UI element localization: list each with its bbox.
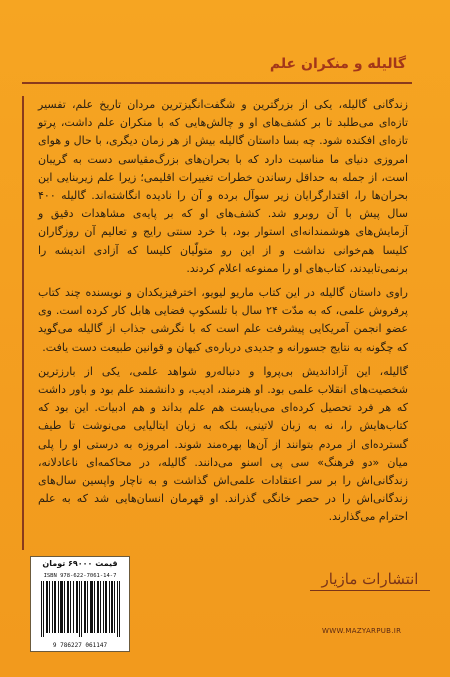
price-label: قیمت ۶۹۰۰۰ تومان [42, 559, 118, 568]
synopsis-paragraph-3: گالیله، این آزاداندیش بی‌پروا و دنباله‌رو شواهد علمی، یکی از بارزترین شخصیت‌های انقلاب علمی بود. او هنرمند، ادیب، و دانشمند علم بود و باور داشت که هر فرد تحصیل کرده‌ای می‌بایست هم علم بداند و هم ادبیات. این بود که کتاب‌هایش را، نه به زبان لاتینی، بلکه به زبان ایتالیایی می‌نوشت تا طیف گسترده‌ای از مردم بتوانند از آن‌ها بهره‌مند شوند. امروزه به درستی او را پلی میان «دو فرهنگ» سی پی اسنو می‌دانند. گالیله، در محاکمه‌ای ناعادلانه، زندگانی‌اش را بر سر اعتقادات علمی‌اش گذاشت و به ناچار واپسین سال‌های زندگانی‌اش را در حصر خانگی گذراند. او قهرمان انسان‌هایی شد که به علم احترام می‌گذارند. [38, 364, 408, 524]
synopsis-paragraph-2: راوی داستان گالیله در این کتاب ماریو لیویو، اخترفیزیکدان و نویسنده چند کتاب پرفروش علمی، که به مدّت ۲۴ سال با تلسکوپ فضایی هابل کار کرده است. وی عضو انجمن آمریکایی پیشرفت علم است که با نگرشی جذاب از گالیله می‌گوید که چگونه به نتایج جسورانه و جدیدی درباره‌ی کیهان و قوانین طبیعت دست یافت. [38, 286, 408, 354]
book-title: گالیله و منکران علم [269, 56, 406, 72]
publisher-name: انتشارات مازیار [321, 570, 419, 588]
barcode-digits: 9 786227 061147 [52, 642, 108, 649]
synopsis-box [22, 96, 414, 550]
barcode-panel [30, 556, 130, 652]
title-bar [22, 56, 412, 84]
publisher-url: WWW.MAZYARPUB.IR [322, 627, 402, 635]
publisher-logo [300, 570, 440, 610]
publisher-underline [310, 590, 430, 591]
barcode-image [39, 581, 123, 637]
synopsis-paragraph-1: زندگانی گالیله، یکی از بزرگترین و شگفت‌انگیزترین مردان تاریخ علم، تفسیر تازه‌ای می‌طلبد تا بر کشف‌های او و چالش‌هایی که با منکران علم داشت، پرتو تازه‌ای افکنده شود. چه بسا داستان گالیله بیش از هر زمان دیگری، با حال و هوای امروزی دنیای ما مناسبت دارد که با بحران‌های بزرگ‌مقیاسی دست به گریبان است، از جمله به حداقل رساندن خطرات تغییرات اقلیمی؛ زیرا علم زیربنایی این بحران‌ها را، اقتدارگرایان زیر سوآل برده و آن را نادیده انگاشته‌اند. گالیله ۴۰۰ سال پیش با آن روبرو شد. کشف‌های او که بر پایه‌ی مشاهدات دقیق و آزمایش‌های هوشمندانه‌ای استوار بود، با خرد سنتی رایج و تعالیم آن روزگاران کلیسا هم‌خوانی نداشت و از این رو متولّیان کلیسا که آزادی اندیشه را برنمی‌تابیدند، کتاب‌های او را ممنوعه اعلام کردند. [38, 98, 408, 275]
isbn-label: ISBN 978-622-7061-14-7 [43, 573, 117, 579]
